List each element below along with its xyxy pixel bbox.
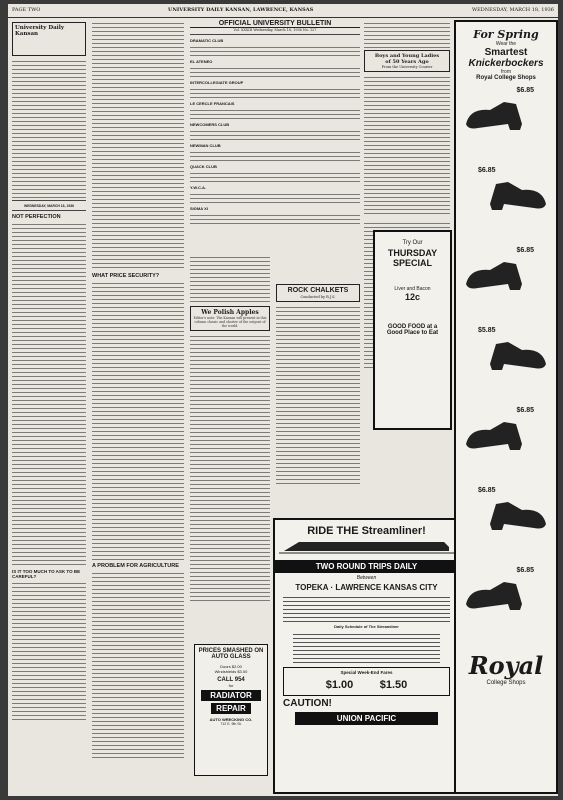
repair-logo: REPAIR — [211, 703, 251, 714]
page-header — [8, 4, 558, 18]
chalkets-box — [276, 284, 360, 302]
editorial-headline: NOT PERFECTION — [12, 214, 61, 221]
boys-box — [364, 50, 450, 72]
bulletin — [190, 20, 360, 250]
schedule-table — [293, 631, 440, 665]
boys-title: Boys and Young Ladies — [374, 53, 440, 59]
thursday-special-ad — [373, 230, 452, 430]
shoe-price: $6.85 — [516, 247, 534, 254]
shoe-icon — [460, 254, 534, 298]
editorial-body — [12, 221, 86, 566]
polish-column — [190, 254, 270, 684]
caution-label: CAUTION! — [283, 698, 332, 709]
auto-glass-price-2: Windshields $3.00 — [214, 669, 248, 674]
college-shops-label: College Shops — [486, 680, 526, 686]
shoe-item — [478, 167, 552, 223]
good-food-label: GOOD FOOD at a Good Place to Eat — [386, 324, 439, 336]
bulletin-notice-body — [190, 86, 360, 98]
shoe-price: $6.85 — [478, 167, 496, 174]
streamliner-between: Between — [356, 575, 377, 581]
fare-1: $1.00 — [325, 679, 354, 691]
schedule-title: Daily Schedule of The Streamliner — [334, 624, 399, 629]
nameplate-box — [12, 22, 86, 56]
shoe-price: $6.85 — [516, 407, 534, 414]
column-4-top-text — [364, 20, 450, 48]
shoe-price: $6.85 — [478, 487, 496, 494]
bulletin-notice-body — [190, 149, 360, 161]
shoe-icon — [478, 174, 552, 218]
chalkets-byline: Conducted by R.J.S. — [300, 295, 336, 299]
thursday-label: THURSDAY — [387, 248, 438, 258]
bulletin-title: OFFICIAL UNIVERSITY BULLETIN — [190, 20, 360, 28]
boys-from: From the University Courier — [381, 65, 433, 69]
chalkets-title: ROCK CHALKETS — [287, 287, 349, 294]
shoe-icon — [478, 334, 552, 378]
auto-glass-price-1: Doors $2.00 — [220, 664, 242, 669]
shoe-item — [478, 327, 552, 383]
column-2-text — [92, 20, 184, 270]
shoe-item — [460, 407, 534, 463]
polish-intro — [190, 254, 270, 304]
newspaper-page — [8, 4, 558, 796]
column-1 — [12, 20, 86, 792]
special-item: Liver and Bacon — [394, 286, 431, 292]
spring-shoes-ad — [454, 20, 558, 794]
union-pacific-logo: UNION PACIFIC — [295, 712, 438, 725]
bulletin-notice-heading: QUACK CLUB — [190, 164, 217, 169]
auto-glass-phone: CALL 954 — [217, 677, 245, 683]
auto-glass-address: 712 E. 9th St. — [220, 722, 242, 726]
bulletin-notice-body — [190, 191, 360, 203]
bulletin-notice-body — [190, 212, 360, 224]
bulletin-notice-body — [190, 44, 360, 56]
chalkets-body — [276, 304, 360, 484]
bulletin-notice-heading: LE CERCLE FRANCAIS — [190, 101, 235, 106]
shoe-item — [478, 487, 552, 543]
editorial-body-2 — [12, 580, 86, 720]
shoe-price: $6.85 — [516, 567, 534, 574]
shoe-icon — [460, 414, 534, 458]
radiator-logo: RADIATOR — [201, 690, 261, 701]
shoe-item — [460, 567, 534, 623]
chalkets-column — [276, 254, 360, 514]
staff-box — [15, 37, 83, 53]
editorial-date: WEDNESDAY, MARCH 18, 1936 — [24, 204, 74, 209]
brand-label: Knickerbockers — [468, 58, 544, 69]
special-label: SPECIAL — [392, 258, 432, 268]
streamliner-intro-text — [283, 594, 450, 622]
fare-2: $1.50 — [379, 679, 408, 691]
boys-body — [364, 74, 450, 214]
page-number: PAGE TWO — [12, 7, 41, 13]
polish-title: We Polish Apples — [201, 309, 259, 316]
bulletin-notice-heading: Y.W.C.A. — [190, 185, 207, 190]
shoe-icon — [460, 574, 534, 618]
polish-body — [190, 333, 270, 603]
column-2 — [92, 20, 184, 792]
special-fares-box — [283, 667, 450, 696]
security-body — [92, 280, 184, 560]
shoe-price: $5.85 — [478, 327, 496, 334]
bulletin-notice-heading: NEWCOMERS CLUB — [190, 122, 230, 127]
bulletin-meta: Vol. XXXIII Wednesday, March 18, 1936 No. 127 — [233, 28, 317, 32]
smartest-label: Smartest — [484, 47, 528, 58]
boys-subtitle: of 50 Years Ago — [385, 59, 429, 65]
special-price: 12c — [404, 292, 421, 302]
bulletin-notice-heading: SIGMA XI — [190, 206, 208, 211]
staff-listing — [12, 58, 86, 198]
shoe-price: $6.85 — [516, 87, 534, 94]
streamliner-route: TOPEKA · LAWRENCE KANSAS CITY — [295, 583, 438, 592]
bulletin-notice-body — [190, 128, 360, 140]
paper-title: UNIVERSITY DAILY KANSAN, LAWRENCE, KANSAS — [168, 7, 314, 13]
bulletin-notice-heading: DRAMATIC CLUB — [190, 38, 224, 43]
issue-date: WEDNESDAY, MARCH 18, 1936 — [471, 7, 554, 13]
auto-glass-title: PRICES SMASHED ON AUTO GLASS — [198, 648, 264, 660]
polish-box — [190, 306, 270, 331]
from-label: from — [501, 69, 511, 75]
shoe-item — [460, 87, 534, 143]
security-headline: WHAT PRICE SECURITY? — [92, 273, 160, 279]
bulletin-notice-heading: EL ATENEO — [190, 59, 213, 64]
shop-label: Royal College Shops — [476, 75, 536, 81]
auto-glass-for: for — [228, 683, 234, 688]
auto-glass-ad — [194, 644, 268, 776]
try-our-label: Try Our — [402, 240, 423, 246]
royal-logo: Royal — [468, 651, 544, 680]
bulletin-notice-heading: INTERCOLLEGIATE GROUP — [190, 80, 244, 85]
for-spring-label: For Spring — [473, 28, 539, 41]
shoe-item — [460, 247, 534, 303]
bulletin-notice-body — [190, 170, 360, 182]
streamliner-subhead: TWO ROUND TRIPS DAILY — [275, 560, 458, 573]
bulletin-notice-heading: NEWMAN CLUB — [190, 143, 221, 148]
special-fares-title: Special Week-End Fares — [340, 670, 393, 675]
streamliner-headline: RIDE THE Streamliner! — [307, 525, 426, 537]
wear-label: Wear the — [495, 41, 517, 47]
shoe-icon — [460, 94, 534, 138]
bulletin-notice-body — [190, 65, 360, 77]
bulletin-notice-body — [190, 107, 360, 119]
train-icon — [279, 537, 454, 555]
agriculture-body — [92, 570, 184, 760]
polish-note: Editor's note: The Kansan will present in this column classic and shorter of the outpost of the world. — [193, 316, 267, 329]
streamliner-ad — [273, 518, 460, 794]
auto-glass-shop: AUTO WRECKING CO. — [209, 717, 253, 722]
nameplate: University Daily Kansan — [15, 25, 65, 37]
shoe-icon — [478, 494, 552, 538]
agriculture-headline: A PROBLEM FOR AGRICULTURE — [92, 563, 179, 569]
editorial-headline-2: IS IT TOO MUCH TO ASK TO BE CAREFUL? — [12, 569, 81, 580]
